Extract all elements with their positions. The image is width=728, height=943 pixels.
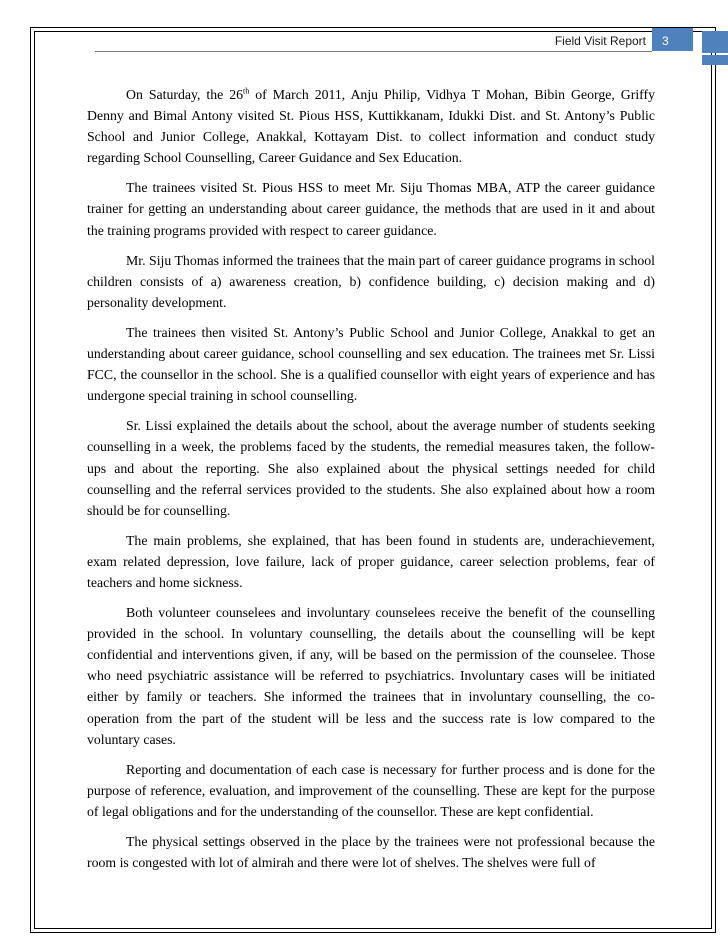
paragraph-8: Reporting and documentation of each case is necessary for further process and is done for the purpose of reference, evaluation, and improvement of the counselling. These are kept for the purpose of legal obligations and for the understanding of the counsellor. These are kept confidential. [87,761,655,819]
page-number: 3 [652,28,693,51]
paragraph-9: The physical settings observed in the place by the trainees were not professional because the room is congested with lot of almirah and there were lot of shelves. The shelves were full of [87,834,655,871]
side-accent-bottom [702,55,728,65]
paragraph-6: The main problems, she explained, that has been found in students are, underachievement, exam related depression, love failure, lack of proper guidance, career selection problems, fear of teachers and home sickness. [87,532,655,590]
paragraph-1 [87,84,655,168]
side-accent-top [702,31,728,53]
header-divider [95,51,652,52]
paragraph-1-rest: of March 2011, Anju Philip, Vidhya T Mohan, Bibin George, Griffy Denny and Bimal Antony visited St. Pious HSS, Kuttikkanam, Idukki Dist. and St. Antony’s Public School and Junior College, Anakkal, Kottayam Dist. to collect information and conduct study regarding School Counselling, Career Guidance and Sex Education. [87,87,655,166]
paragraph-2: The trainees visited St. Pious HSS to meet Mr. Siju Thomas MBA, ATP the career guidance trainer for getting an understanding about career guidance, the methods that are used in it and about the training programs provided with respect to career guidance. [87,180,655,238]
header-title: Field Visit Report [554,34,646,48]
ordinal-suffix: th [243,86,250,96]
document-body [87,84,655,882]
paragraph-4: The trainees then visited St. Antony’s Public School and Junior College, Anakkal to get an understanding about career guidance, school counselling and sex education. The trainees met Sr. Lissi FCC, the counsellor in the school. She is a qualified counsellor with eight years of experience and has undergone special training in school counselling. [87,324,655,404]
paragraph-3: Mr. Siju Thomas informed the trainees that the main part of career guidance programs in school children consists of a) awareness creation, b) confidence building, c) decision making and d) personality development. [87,252,655,310]
paragraph-7: Both volunteer counselees and involuntary counselees receive the benefit of the counselling provided in the school. In voluntary counselling, the details about the counselling will be kept confidential and interventions given, if any, will be based on the permission of the counselee. Those who need psychiatric assistance will be referred to psychiatrics. Involuntary cases will be initiated either by family or teachers. She informed the trainees that in involuntary counselling, the co-operation from the part of the student will be less and the success rate is low compared to the voluntary cases. [87,605,655,747]
paragraph-5: Sr. Lissi explained the details about the school, about the average number of students seeking counselling in a week, the problems faced by the students, the remedial measures taken, the follow-ups and about the reporting. She also explained about the physical settings needed for child counselling and the referral services provided to the students. She also explained about how a room should be for counselling. [87,418,655,518]
paragraph-1-start: On Saturday, the 26 [126,87,244,102]
